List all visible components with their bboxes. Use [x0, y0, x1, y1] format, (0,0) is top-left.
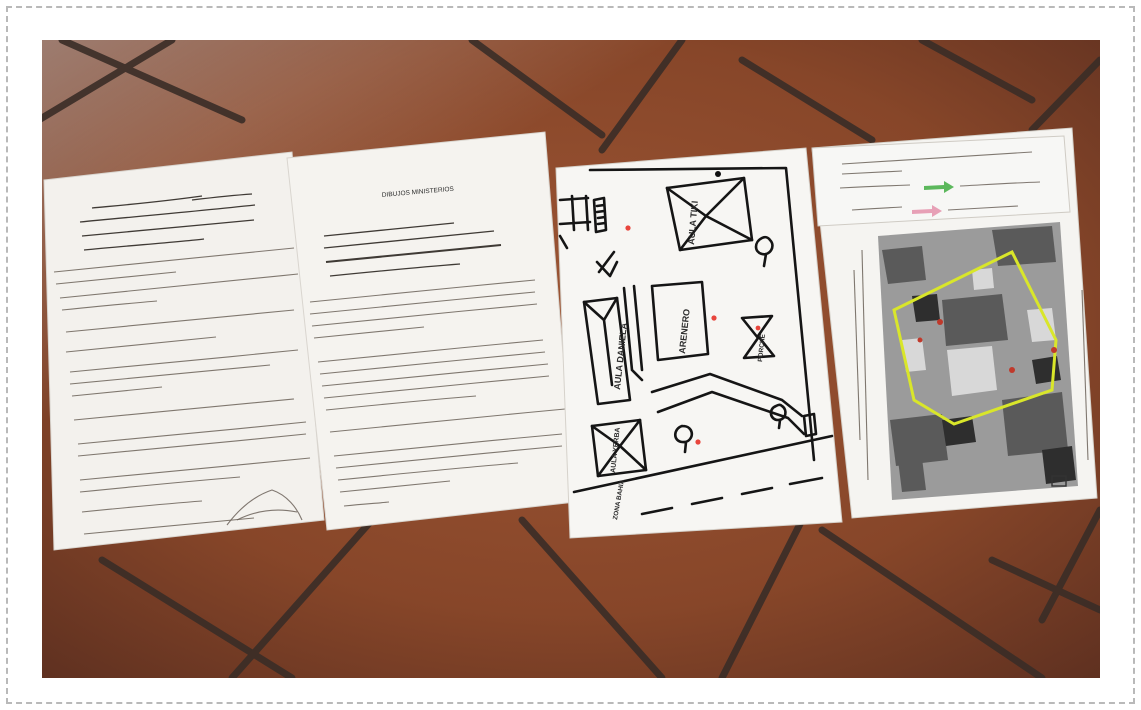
aerial-photo [878, 222, 1078, 500]
sheet-1-handwritten [44, 152, 324, 550]
sheet-2-title: DIBUJOS MINISTERIOS [381, 185, 455, 199]
sheet-2-instructions [287, 132, 575, 530]
map-label-aula-daniela: AULA DANIELA [612, 322, 630, 391]
photo [42, 40, 1100, 678]
map-legend-strip [812, 136, 1070, 226]
map-label-aula-yerba: AULA YERBA [610, 427, 622, 474]
sheet-3-hand-drawn-map [556, 148, 842, 538]
sheet-4-aerial-map [812, 128, 1097, 518]
map-label-zona-bahia: ZONA BAHIA [612, 479, 627, 521]
map-label-porche: PORCHE [757, 333, 767, 363]
map-label-arenero: ARENERO [677, 308, 692, 355]
map-label-aula-tiki: AULA TIKI [686, 200, 700, 246]
